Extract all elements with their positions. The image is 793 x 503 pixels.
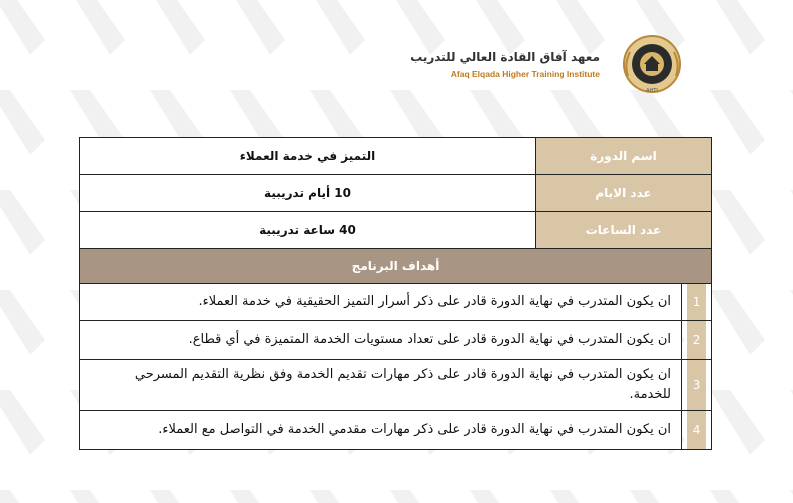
objective-number: 4	[687, 411, 706, 449]
course-hours-label: عدد الساعات	[536, 212, 712, 249]
objective-text: ان يكون المتدرب في نهاية الدورة قادر على تعداد مستويات الخدمة المتميزة في أي قطاع.	[80, 321, 682, 360]
course-name-row	[80, 138, 712, 175]
objectives-title: أهداف البرنامج	[80, 249, 712, 284]
objective-row	[80, 284, 712, 321]
objective-number: 1	[687, 284, 706, 320]
course-info-table	[79, 137, 712, 450]
course-name-label: اسم الدورة	[536, 138, 712, 175]
institute-name-arabic: معهد آفاق القادة العالي للتدريب	[410, 50, 600, 64]
course-hours-value: 40 ساعة تدريبية	[80, 212, 536, 249]
objectives-header-row	[80, 249, 712, 284]
objective-row	[80, 411, 712, 450]
institute-header	[330, 34, 690, 94]
institute-logo-icon	[614, 34, 690, 94]
objective-number: 2	[687, 321, 706, 359]
course-days-row	[80, 175, 712, 212]
logo-caption: AHTI	[646, 88, 658, 94]
course-hours-row	[80, 212, 712, 249]
course-name-value: التميز في خدمة العملاء	[80, 138, 536, 175]
objective-text: ان يكون المتدرب في نهاية الدورة قادر على ذكر مهارات مقدمي الخدمة في التواصل مع العملاء.	[80, 411, 682, 450]
institute-name-english: Afaq Elqada Higher Training Institute	[450, 69, 600, 79]
objective-row	[80, 360, 712, 411]
objective-text: ان يكون المتدرب في نهاية الدورة قادر على ذكر مهارات تقديم الخدمة وفق نظرية التقديم المسرحي للخدمة.	[80, 360, 682, 411]
objective-text: ان يكون المتدرب في نهاية الدورة قادر على ذكر أسرار التميز الحقيقية في خدمة العملاء.	[80, 284, 682, 321]
course-days-label: عدد الايام	[536, 175, 712, 212]
course-days-value: 10 أيام تدريبية	[80, 175, 536, 212]
objective-number: 3	[687, 360, 706, 410]
objective-row	[80, 321, 712, 360]
